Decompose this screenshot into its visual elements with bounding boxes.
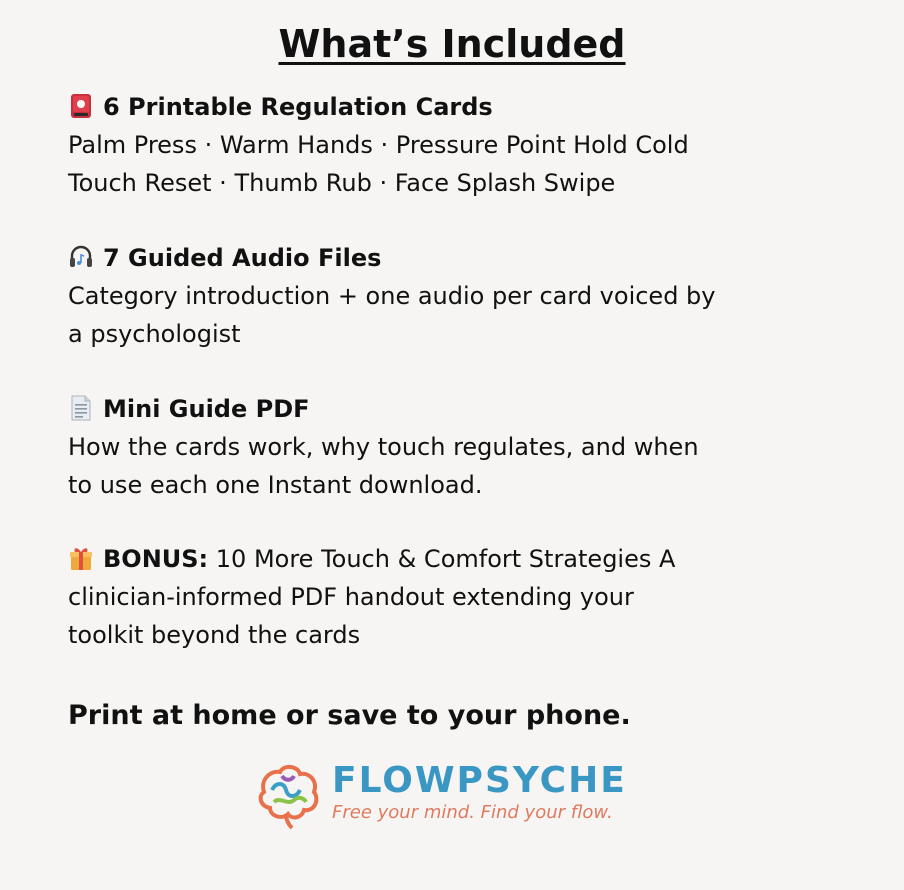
headphones-icon	[68, 244, 94, 270]
section-description: Palm Press · Warm Hands · Pressure Point Hold Cold Touch Reset · Thumb Rub · Face Splash Swipe	[68, 131, 689, 197]
section-description: Category introduction + one audio per card voiced by a psychologist	[68, 282, 716, 348]
section-description: clinician-informed PDF handout extending your toolkit beyond the cards	[68, 583, 634, 649]
logo	[252, 760, 652, 832]
gift-icon	[68, 545, 94, 571]
page-title: What’s Included	[278, 22, 626, 66]
section-description: How the cards work, why touch regulates, and when to use each one Instant download.	[68, 433, 699, 499]
section-guide	[68, 390, 828, 504]
document-icon	[68, 395, 94, 421]
tagline: Print at home or save to your phone.	[68, 700, 631, 731]
section-cards	[68, 88, 828, 202]
section-heading: BONUS: 10 More Touch & Comfort Strategies A	[68, 540, 828, 578]
section-audio	[68, 239, 828, 353]
section-bonus	[68, 540, 828, 654]
brand-name: FLOWPSYCHE	[332, 760, 627, 801]
card-icon	[68, 93, 94, 119]
brand-slogan: Free your mind. Find your flow.	[332, 802, 613, 823]
section-heading: Mini Guide PDF	[68, 390, 828, 428]
section-heading: 7 Guided Audio Files	[68, 239, 828, 277]
section-heading: 6 Printable Regulation Cards	[68, 88, 828, 126]
brain-logo-icon	[252, 760, 324, 832]
